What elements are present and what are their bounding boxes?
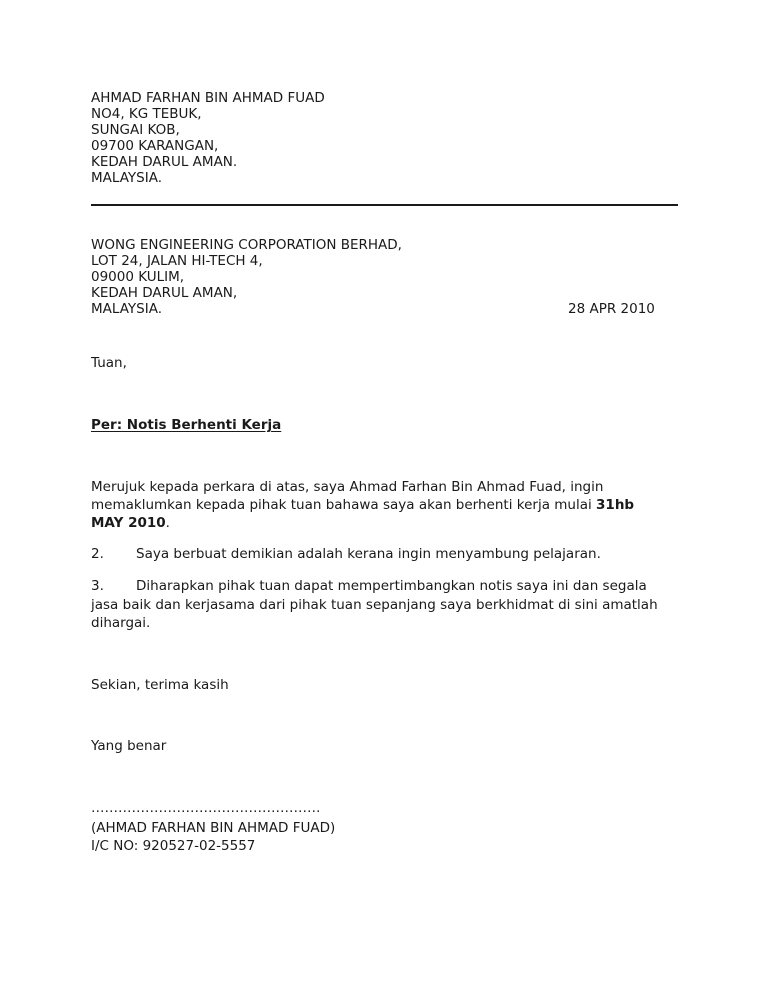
signature-line: …………………………………………… [91,800,321,816]
subject-heading: Per: Notis Berhenti Kerja [91,417,282,433]
recipient-company: WONG ENGINEERING CORPORATION BERHAD, [91,237,402,253]
ic-number: I/C NO: 920527-02-5557 [91,838,256,854]
letterhead-divider [91,204,678,206]
closing-line: Sekian, terima kasih [91,677,229,693]
body-paragraph-1-line [91,497,634,513]
body-paragraph-1-line [91,515,170,531]
signatory-name: (AHMAD FARHAN BIN AHMAD FUAD) [91,820,336,836]
letter-date: 28 APR 2010 [568,301,655,317]
body-paragraph-2 [91,546,601,562]
body-text: . [165,515,170,531]
sign-off: Yang benar [91,738,167,754]
body-paragraph-3-line: dihargai. [91,615,151,631]
recipient-address-line: LOT 24, JALAN HI-TECH 4, [91,253,263,269]
sender-address-line: SUNGAI KOB, [91,122,180,138]
end-date-text: MAY 2010 [91,515,166,531]
paragraph-number: 2. [91,546,104,562]
salutation: Tuan, [91,355,127,371]
sender-address-line: 09700 KARANGAN, [91,138,219,154]
body-paragraph-3-line [91,578,647,594]
body-text: memaklumkan kepada pihak tuan bahawa saya akan berhenti kerja mulai [91,497,597,513]
sender-name: AHMAD FARHAN BIN AHMAD FUAD [91,90,325,106]
recipient-address-line: MALAYSIA. [91,301,162,317]
sender-address-line: NO4, KG TEBUK, [91,106,202,122]
body-text: Diharapkan pihak tuan dapat mempertimbangkan notis saya ini dan segala [136,578,647,594]
body-paragraph-3-line: jasa baik dan kerjasama dari pihak tuan sepanjang saya berkhidmat di sini amatlah [91,597,658,613]
paragraph-number: 3. [91,578,104,594]
sender-address-line: KEDAH DARUL AMAN. [91,154,238,170]
recipient-address-line: 09000 KULIM, [91,269,185,285]
recipient-address-line: KEDAH DARUL AMAN, [91,285,238,301]
body-paragraph-1-line: Merujuk kepada perkara di atas, saya Ahmad Farhan Bin Ahmad Fuad, ingin [91,479,604,495]
body-text: Saya berbuat demikian adalah kerana ingin menyambung pelajaran. [136,546,601,562]
end-date-text: 31hb [596,497,635,513]
sender-address-line: MALAYSIA. [91,170,162,186]
